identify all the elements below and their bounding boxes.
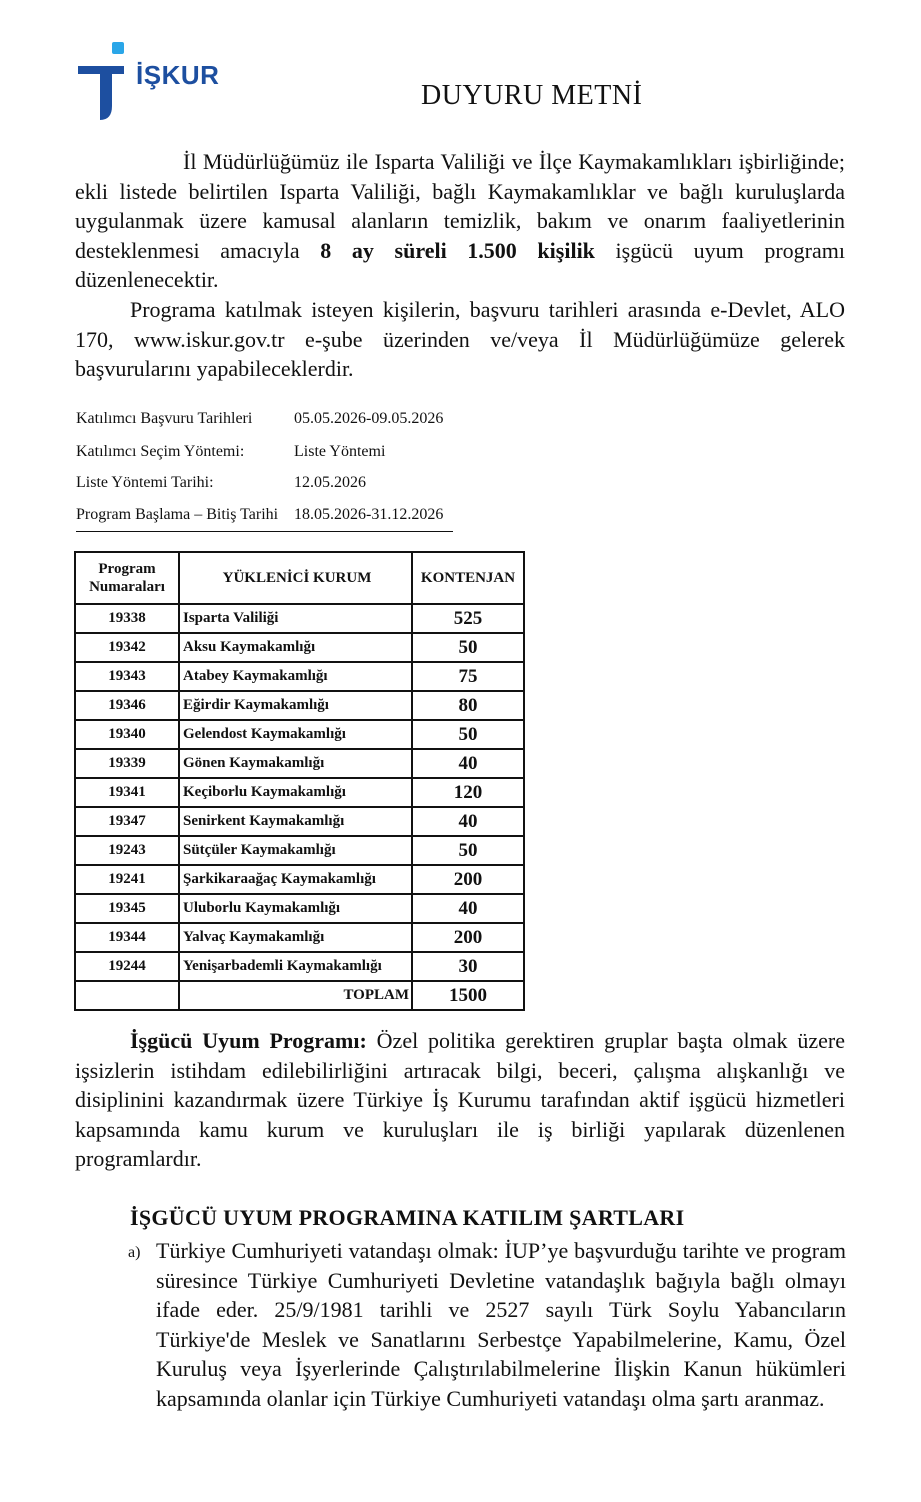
table-row xyxy=(75,662,524,691)
info-row xyxy=(76,506,453,532)
quota-value: 40 xyxy=(412,807,524,836)
info-label: Katılımcı Başvuru Tarihleri xyxy=(76,410,253,427)
iskur-logo-icon xyxy=(74,40,134,125)
quota-value: 80 xyxy=(412,691,524,720)
table-row xyxy=(75,778,524,807)
program-number: 19339 xyxy=(75,749,179,778)
quota-value: 50 xyxy=(412,633,524,662)
header-text: Numaraları xyxy=(89,579,165,595)
condition-text: Türkiye Cumhuriyeti vatandaşı olmak: İUP’ye başvurduğu tarihte ve program süresince Türkiye Cumhuriyeti Devletine vatandaşlık bağıyla bağlı olmayı ifade eder. 25/9/1981 tarihli ve 2527 sayılı Türk Soylu Yabancıların Türkiye'de Meslek ve Sanatlarını Serbestçe Yapabilmelerine, Kamu, Özel Kuruluş veya İşyerlerinde Çalıştırılabilmelerine İlişkin Kanun hükümleri kapsamında olanlar için Türkiye Cumhuriyeti vatandaşı olma şartı aranmaz. xyxy=(156,1238,846,1411)
institution-name: Eğirdir Kaymakamlığı xyxy=(179,691,412,720)
program-number: 19341 xyxy=(75,778,179,807)
empty-cell xyxy=(75,981,179,1010)
definition-text: Özel politika gerektiren gruplar başta olmak üzere işsizlerin istihdam edilebilirliğini artıracak bilgi, beceri, çalışma alışkanlığı ve disiplinini kazandırmak üzere Türkiye İş Kurumu tarafından aktif işgücü hizmetleri kapsamında kamu kurum ve kuruluşları ile iş birliği yapılarak düzenlenen programlardır. xyxy=(75,1028,845,1171)
program-number: 19244 xyxy=(75,952,179,981)
institution-name: Keçiborlu Kaymakamlığı xyxy=(179,778,412,807)
total-label: TOPLAM xyxy=(179,981,412,1010)
program-table xyxy=(74,551,525,1011)
table-row xyxy=(75,894,524,923)
institution-name: Atabey Kaymakamlığı xyxy=(179,662,412,691)
program-number: 19241 xyxy=(75,865,179,894)
program-number: 19340 xyxy=(75,720,179,749)
document-title: DUYURU METNİ xyxy=(421,80,643,111)
logo-wordmark: İŞKUR xyxy=(136,60,220,90)
table-row xyxy=(75,836,524,865)
info-label: Katılımcı Seçim Yöntemi: xyxy=(76,443,245,460)
quota-value: 200 xyxy=(412,865,524,894)
institution-name: Şarkikaraağaç Kaymakamlığı xyxy=(179,865,412,894)
table-row xyxy=(75,691,524,720)
quota-value: 40 xyxy=(412,894,524,923)
info-label: Program Başlama – Bitiş Tarihi xyxy=(76,506,279,523)
quota-value: 40 xyxy=(412,749,524,778)
institution-name: Sütçüler Kaymakamlığı xyxy=(179,836,412,865)
quota-value: 50 xyxy=(412,720,524,749)
institution-name: Uluborlu Kaymakamlığı xyxy=(179,894,412,923)
table-header-row xyxy=(75,552,524,604)
institution-name: Gelendost Kaymakamlığı xyxy=(179,720,412,749)
column-header-program xyxy=(75,552,179,604)
total-value: 1500 xyxy=(412,981,524,1010)
iskur-logo xyxy=(74,40,244,125)
column-header-quota: KONTENJAN xyxy=(412,552,524,604)
info-value: 05.05.2026-09.05.2026 xyxy=(294,410,444,427)
program-number: 19346 xyxy=(75,691,179,720)
table-row xyxy=(75,749,524,778)
intro-text-end: işgücü uyum programı düzenlenecektir. xyxy=(75,237,845,292)
table-row xyxy=(75,720,524,749)
intro-paragraph-1 xyxy=(75,147,845,295)
table-row xyxy=(75,604,524,633)
definition-term: İşgücü Uyum Programı: xyxy=(130,1028,367,1053)
intro-paragraph-2: Programa katılmak isteyen kişilerin, başvuru tarihleri arasında e-Devlet, ALO 170, www.iskur.gov.tr e-şube üzerinden ve/veya İl Müdürlüğümüze gelerek başvurularını yapabileceklerdir. xyxy=(75,297,845,381)
program-number: 19338 xyxy=(75,604,179,633)
definition-paragraph xyxy=(75,1026,845,1174)
quota-value: 200 xyxy=(412,923,524,952)
condition-item-a xyxy=(130,1236,846,1413)
program-number: 19342 xyxy=(75,633,179,662)
institution-name: Isparta Valiliği xyxy=(179,604,412,633)
table-row xyxy=(75,807,524,836)
program-number: 19243 xyxy=(75,836,179,865)
info-value: 12.05.2026 xyxy=(294,474,366,491)
institution-name: Senirkent Kaymakamlığı xyxy=(179,807,412,836)
institution-name: Yenişarbademli Kaymakamlığı xyxy=(179,952,412,981)
table-total-row xyxy=(75,981,524,1010)
column-header-institution: YÜKLENİCİ KURUM xyxy=(179,552,412,604)
info-value: Liste Yöntemi xyxy=(294,443,386,460)
list-marker: a) xyxy=(128,1244,141,1261)
quota-value: 525 xyxy=(412,604,524,633)
table-row xyxy=(75,865,524,894)
conditions-heading: İŞGÜCÜ UYUM PROGRAMINA KATILIM ŞARTLARI xyxy=(130,1205,685,1230)
quota-value: 120 xyxy=(412,778,524,807)
header-text: Program xyxy=(98,561,156,577)
institution-name: Aksu Kaymakamlığı xyxy=(179,633,412,662)
program-number: 19344 xyxy=(75,923,179,952)
quota-value: 50 xyxy=(412,836,524,865)
intro-highlight: 8 ay süreli 1.500 kişilik xyxy=(320,237,595,263)
program-number: 19343 xyxy=(75,662,179,691)
table-row xyxy=(75,923,524,952)
table-row xyxy=(75,952,524,981)
intro-text: İl Müdürlüğümüz ile Isparta Valiliği ve İlçe Kaymakamlıkları işbirliğinde; ekli listede belirtilen Isparta Valiliği, bağlı Kaymakamlıklar ve bağlı kuruluşlarda uygulanmak üzere kamusal alanların temizlik, bakım ve onarım faaliyetlerinin desteklenmesi amacıyla xyxy=(75,149,845,263)
quota-value: 30 xyxy=(412,952,524,981)
institution-name: Gönen Kaymakamlığı xyxy=(179,749,412,778)
info-label: Liste Yöntemi Tarihi: xyxy=(76,474,214,491)
program-number: 19347 xyxy=(75,807,179,836)
table-row xyxy=(75,633,524,662)
info-value: 18.05.2026-31.12.2026 xyxy=(294,506,444,523)
program-number: 19345 xyxy=(75,894,179,923)
institution-name: Yalvaç Kaymakamlığı xyxy=(179,923,412,952)
quota-value: 75 xyxy=(412,662,524,691)
